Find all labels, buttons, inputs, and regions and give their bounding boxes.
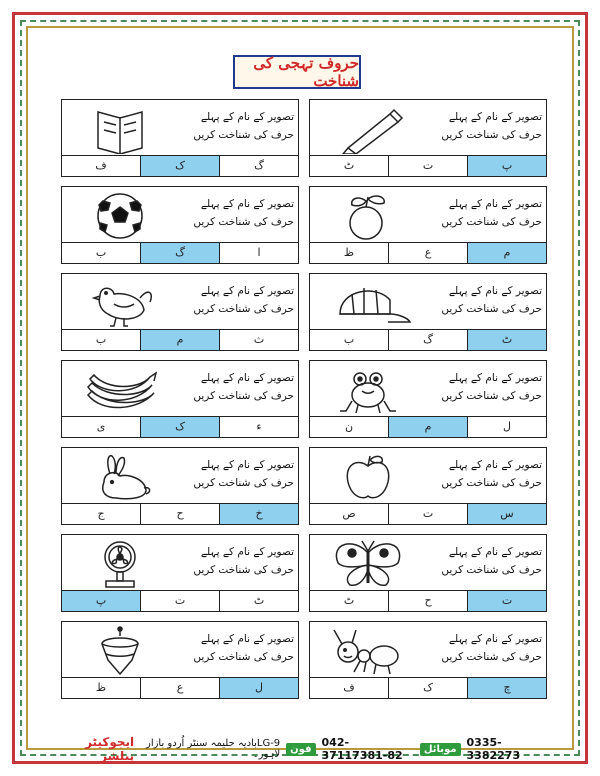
answer-option[interactable]: ف [95, 159, 107, 172]
answer-option[interactable]: ع [388, 243, 467, 263]
instruction-text: تصویر کے نام کے پہلے حرف کی شناخت کریں [193, 198, 294, 228]
answer-option[interactable]: ت [388, 156, 467, 176]
instruction-text: تصویر کے نام کے پہلے حرف کی شناخت کریں [441, 546, 542, 576]
apple-icon [318, 452, 418, 502]
answer-option[interactable]: پ [467, 156, 546, 176]
answer-option[interactable]: ظ [95, 681, 107, 694]
answer-option[interactable]: ت [467, 591, 546, 611]
answer-option[interactable]: ب [343, 333, 355, 346]
exercise-card [309, 621, 547, 699]
answer-option[interactable]: ث [219, 330, 298, 350]
hen-icon [70, 278, 170, 328]
orange-icon [318, 191, 418, 241]
pencil-icon [318, 104, 418, 154]
answer-option[interactable]: ک [140, 417, 219, 437]
answer-option[interactable]: م [388, 417, 467, 437]
fan-icon [70, 539, 170, 589]
answer-options [62, 155, 298, 176]
frog-icon [318, 365, 418, 415]
answer-option[interactable]: ٹ [467, 330, 546, 350]
instruction-text: تصویر کے نام کے پہلے حرف کی شناخت کریں [193, 285, 294, 315]
exercise-card [61, 186, 299, 264]
answer-option[interactable]: ف [343, 681, 355, 694]
answer-option[interactable]: ح [140, 504, 219, 524]
answer-option[interactable]: ء [219, 417, 298, 437]
banana-icon [70, 365, 170, 415]
footer [60, 735, 542, 763]
answer-options [62, 503, 298, 524]
answer-option[interactable]: ب [95, 333, 107, 346]
rabbit-icon [70, 452, 170, 502]
instruction-text: تصویر کے نام کے پہلے حرف کی شناخت کریں [193, 633, 294, 663]
mobile-number: 0335-3382273 [466, 736, 521, 762]
answer-option[interactable]: ت [388, 504, 467, 524]
answer-option[interactable]: ٹ [343, 159, 355, 172]
answer-option[interactable]: ج [97, 507, 105, 520]
football-icon [70, 191, 170, 241]
answer-option[interactable]: چ [467, 678, 546, 698]
exercise-card [61, 99, 299, 177]
exercise-card [309, 447, 547, 525]
answer-option[interactable]: ی [96, 420, 106, 433]
answer-option[interactable]: ظ [343, 246, 355, 259]
exercise-card [309, 186, 547, 264]
answer-options [62, 242, 298, 263]
top-icon [70, 626, 170, 676]
instruction-text: تصویر کے نام کے پہلے حرف کی شناخت کریں [193, 372, 294, 402]
answer-option[interactable]: ا [219, 243, 298, 263]
instruction-text: تصویر کے نام کے پہلے حرف کی شناخت کریں [441, 198, 542, 228]
answer-options [310, 590, 546, 611]
answer-option[interactable]: ل [219, 678, 298, 698]
exercise-card [61, 360, 299, 438]
answer-option[interactable]: خ [219, 504, 298, 524]
answer-options [310, 155, 546, 176]
book-icon [70, 104, 170, 154]
answer-option[interactable]: ب [95, 246, 107, 259]
answer-options [62, 329, 298, 350]
exercise-card [309, 534, 547, 612]
page-title: حروف تہجی کی شناخت [233, 55, 361, 89]
answer-option[interactable]: ص [342, 507, 356, 520]
mobile-label: موبائل [420, 743, 461, 756]
answer-option[interactable]: م [467, 243, 546, 263]
answer-options [310, 503, 546, 524]
publisher-name: ایجوکیٹر پبلشر [85, 735, 135, 763]
answer-option[interactable]: گ [219, 156, 298, 176]
answer-options [62, 590, 298, 611]
answer-option[interactable]: گ [140, 243, 219, 263]
exercise-card [309, 99, 547, 177]
instruction-text: تصویر کے نام کے پہلے حرف کی شناخت کریں [441, 459, 542, 489]
answer-option[interactable]: گ [388, 330, 467, 350]
answer-options [310, 329, 546, 350]
instruction-text: تصویر کے نام کے پہلے حرف کی شناخت کریں [441, 372, 542, 402]
exercise-card [309, 273, 547, 351]
answer-option[interactable]: ن [344, 420, 354, 433]
instruction-text: تصویر کے نام کے پہلے حرف کی شناخت کریں [193, 546, 294, 576]
phone-label: فون [286, 743, 315, 756]
instruction-text: تصویر کے نام کے پہلے حرف کی شناخت کریں [193, 111, 294, 141]
exercise-card [61, 447, 299, 525]
exercise-card [61, 273, 299, 351]
answer-option[interactable]: ت [140, 591, 219, 611]
answer-option[interactable]: س [467, 504, 546, 524]
answer-option[interactable]: م [140, 330, 219, 350]
exercise-card [309, 360, 547, 438]
answer-options [310, 416, 546, 437]
answer-options [310, 677, 546, 698]
butterfly-icon [318, 539, 418, 589]
answer-option[interactable]: پ [62, 591, 140, 611]
publisher-address: LG-9بادیہ حلیمہ سنٹر اُردو بازار لاہور۔ [145, 738, 281, 760]
answer-option[interactable]: ک [140, 156, 219, 176]
answer-option[interactable]: ح [388, 591, 467, 611]
answer-option[interactable]: ٹ [219, 591, 298, 611]
cap-icon [318, 278, 418, 328]
instruction-text: تصویر کے نام کے پہلے حرف کی شناخت کریں [441, 111, 542, 141]
instruction-text: تصویر کے نام کے پہلے حرف کی شناخت کریں [441, 285, 542, 315]
instruction-text: تصویر کے نام کے پہلے حرف کی شناخت کریں [193, 459, 294, 489]
answer-option[interactable]: ٹ [343, 594, 355, 607]
answer-options [62, 677, 298, 698]
answer-option[interactable]: ل [467, 417, 546, 437]
answer-option[interactable]: ع [140, 678, 219, 698]
answer-options [310, 242, 546, 263]
instruction-text: تصویر کے نام کے پہلے حرف کی شناخت کریں [441, 633, 542, 663]
answer-options [62, 416, 298, 437]
exercise-card [61, 621, 299, 699]
exercise-card [61, 534, 299, 612]
ant-icon [318, 626, 418, 676]
phone-number: 042-37117381-82 [321, 736, 403, 762]
answer-option[interactable]: ک [388, 678, 467, 698]
